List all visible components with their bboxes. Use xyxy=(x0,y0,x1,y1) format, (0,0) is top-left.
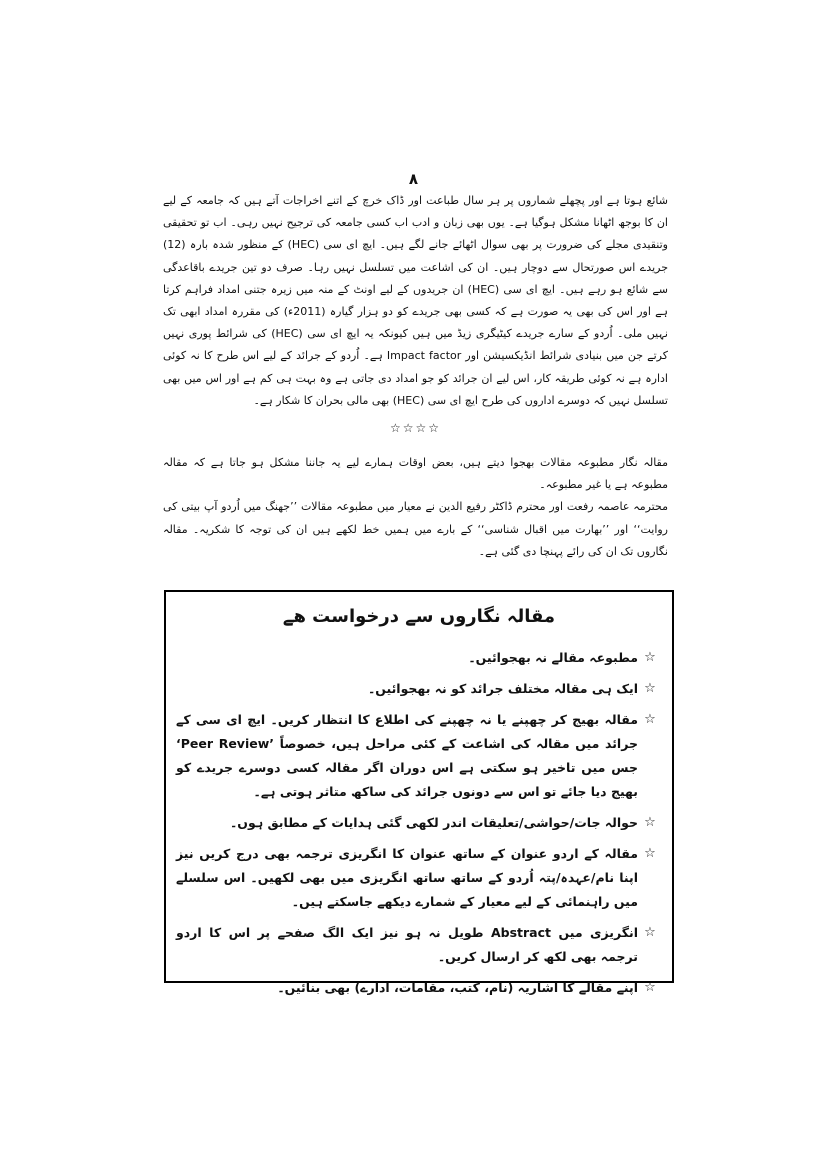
request-text: حوالہ جات/حواشی/تعلیقات اندر لکھی گئی ہدایات کے مطابق ہوں۔ xyxy=(229,815,638,830)
list-item xyxy=(176,646,662,670)
note-published-articles: مقالہ نگار مطبوعہ مقالات بھجوا دیتے ہیں، بعض اوقات ہمارے لیے یہ جاننا مشکل ہو جاتا ہے کہ مقالہ مطبوعہ ہے یا غیر مطبوعہ۔ xyxy=(163,456,668,492)
star-bullet-icon: ☆ xyxy=(644,815,656,830)
request-text: ایک ہی مقالہ مختلف جرائد کو نہ بھجوائیں۔ xyxy=(367,681,638,696)
request-text: مقالہ بھیج کر چھپنے یا نہ چھپنے کی اطلاع کا انتظار کریں۔ ایچ ای سی کے جرائد میں مقالہ کی اشاعت کے کئی مراحل ہیں، خصوصاً ’Peer Review‘ جس میں تاخیر ہو سکتی ہے اس دوران اگر مقالہ کسی دوسرے جریدے کو بھیج دیا جائے تو اس سے دونوں جرائد کی ساکھ متاثر ہوتی ہے۔ xyxy=(176,712,639,799)
request-box xyxy=(164,590,674,995)
list-item xyxy=(176,708,662,804)
list-item xyxy=(176,976,662,1000)
list-item xyxy=(176,921,662,969)
editorial-notes xyxy=(163,452,668,563)
star-bullet-icon: ☆ xyxy=(644,925,656,940)
star-bullet-icon: ☆ xyxy=(644,650,656,665)
star-bullet-icon: ☆ xyxy=(644,712,656,727)
request-box-title: مقالہ نگاروں سے درخواست ھے xyxy=(282,606,556,627)
list-item xyxy=(176,677,662,701)
note-acknowledgement: محترمہ عاصمہ رفعت اور محترم ڈاکٹر رفیع الدین نے معیار میں مطبوعہ مقالات ’’جھنگ میں اُردو آپ بیتی کی روایت‘‘ اور ’’بھارت میں اقبال شناسی‘‘ کے بارے میں ہمیں خط لکھے ہیں ان کی توجہ کا شکریہ۔ مقالہ نگاروں تک ان کی رائے پہنچا دی گئی ہے۔ xyxy=(163,500,668,558)
star-bullet-icon: ☆ xyxy=(644,980,656,995)
request-text: انگریزی میں Abstract طویل نہ ہو نیز ایک الگ صفحے پر اس کا اردو ترجمہ بھی لکھ کر ارسال کریں۔ xyxy=(176,925,638,964)
star-bullet-icon: ☆ xyxy=(644,846,656,861)
section-divider-stars: ☆☆☆☆ xyxy=(389,421,442,436)
editorial-section xyxy=(163,190,668,563)
editorial-paragraph: شائع ہوتا ہے اور پچھلے شماروں پر ہر سال طباعت اور ڈاک خرچ کے اتنے اخراجات آتے ہیں کہ جامعہ کے لیے ان کا بوجھ اٹھانا مشکل ہوگیا ہے۔ یوں بھی زبان و ادب اب کسی جامعہ کی ترجیح نہیں رہی۔ اب تو تحقیقی وتنقیدی مجلے کی ضرورت پر بھی سوال اٹھائے جانے لگے ہیں۔ ایچ ای سی (HEC) کے منظور شدہ بارہ (12) جریدے اس صورتحال سے دوچار ہیں۔ ان کی اشاعت میں تسلسل نہیں رہا۔ صرف دو تین جریدے باقاعدگی سے شائع ہو رہے ہیں۔ ایچ ای سی (HEC) ان جریدوں کے لیے اونٹ کے منہ میں زیرہ جتنی امداد فراہم کرتا ہے اور اس کی بھی یہ صورت ہے کہ کسی بھی جریدے کو دو ہزار گیارہ (2011ء) کی مقررہ امداد ابھی تک نہیں ملی۔ اُردو کے سارے جریدے کیٹیگری زیڈ میں ہیں کیونکہ یہ ایچ ای سی (HEC) کی شرائط پوری نہیں کرتے جن میں بنیادی شرائط انڈیکسیشن اور Impact factor ہے۔ اُردو کے جرائد کے لیے اس طرح کا نہ کوئی ادارہ ہے نہ کوئی طریقہ کار، اس لیے ان جرائد کو جو امداد دی جاتی ہے وہ بہت ہی کم ہے اور اس میں بھی تسلسل نہیں کہ دوسرے اداروں کی طرح ایچ ای سی (HEC) بھی مالی بحران کا شکار ہے۔ xyxy=(163,194,668,407)
request-list xyxy=(176,646,662,1000)
request-text: مقالہ کے اردو عنوان کے ساتھ عنوان کا انگریزی ترجمہ بھی درج کریں نیز اپنا نام/عہدہ/پتہ اُردو کے ساتھ ساتھ انگریزی میں بھی لکھیں۔ اس سلسلے میں راہنمائی کے لیے معیار کے شمارے دیکھے جاسکتے ہیں۔ xyxy=(176,846,638,909)
request-text: مطبوعہ مقالے نہ بھجوائیں۔ xyxy=(468,650,638,665)
request-text: اپنے مقالے کا اشاریہ (نام، کتب، مقامات، ادارے) بھی بنائیں۔ xyxy=(277,980,638,995)
list-item xyxy=(176,811,662,835)
list-item xyxy=(176,842,662,914)
star-bullet-icon: ☆ xyxy=(644,681,656,696)
page-number: ۸ xyxy=(408,170,419,188)
